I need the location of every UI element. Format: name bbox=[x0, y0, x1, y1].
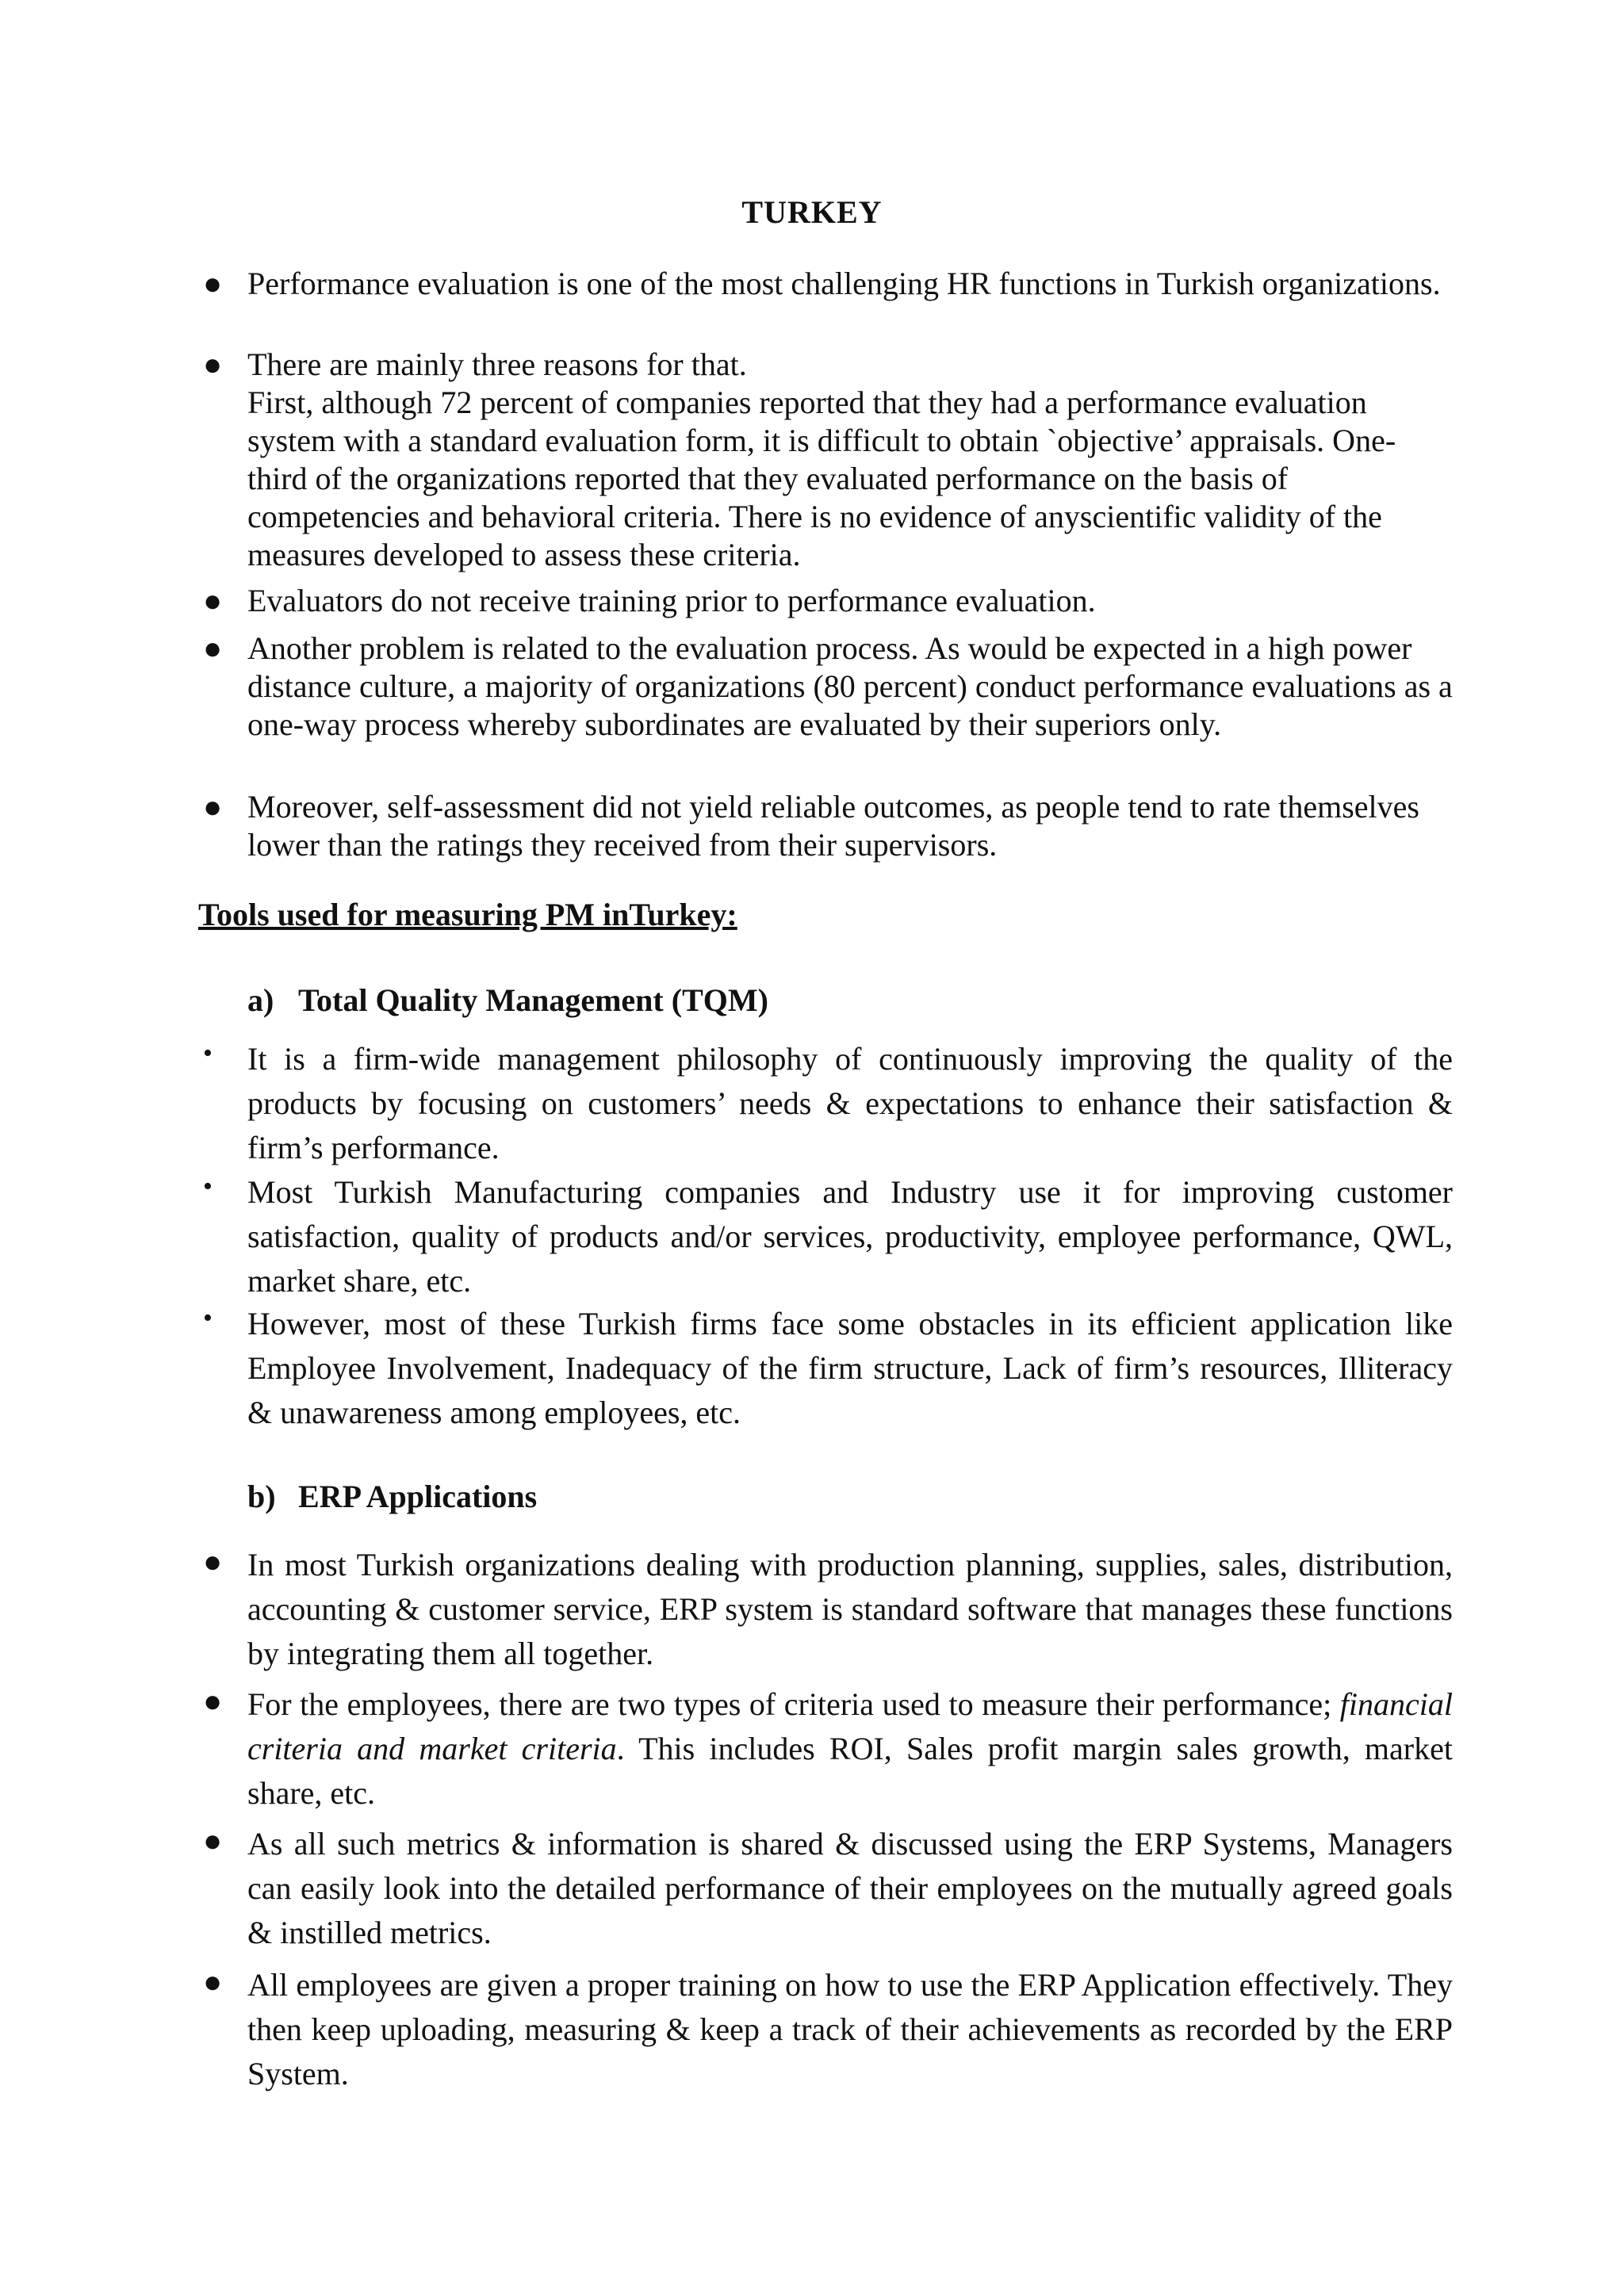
bullet-icon: ● bbox=[203, 789, 223, 825]
list-item bbox=[203, 1302, 1453, 1435]
page-title: TURKEY bbox=[741, 194, 883, 230]
list-item bbox=[203, 1963, 1453, 2096]
subsection-marker: a) bbox=[247, 982, 274, 1018]
list-item bbox=[203, 1543, 1453, 1676]
bullet-continuation-text: First, although 72 percent of companies reported that they had a performance evaluation system with a standard evaluation form, it is difficult to obtain `objective’ appraisals. One-third of the organizations reported that they evaluated performance on the basis of competencies and behavioral criteria. There is no evidence of anyscientific validity of the measures developed to assess these criteria. bbox=[247, 385, 1396, 572]
bullet-icon: • bbox=[203, 1172, 213, 1201]
bullet-text: However, most of these Turkish firms face some obstacles in its efficient application like Employee Involvement, Inadequacy of the firm structure, Lack of firm’s resources, Illiteracy & unawareness among employees, etc. bbox=[247, 1306, 1453, 1430]
italic-criteria: financial criteria and market criteria bbox=[247, 1686, 1454, 1766]
list-item bbox=[203, 1170, 1453, 1303]
bullet-text: Moreover, self-assessment did not yield reliable outcomes, as people tend to rate themselves lower than the ratings they received from their supervisors. bbox=[247, 789, 1419, 863]
bullet-icon: • bbox=[203, 1039, 213, 1068]
list-item bbox=[203, 265, 1453, 303]
section-heading: Tools used for measuring PM inTurkey: bbox=[198, 897, 737, 932]
bullet-icon: ● bbox=[203, 1823, 223, 1858]
bullet-icon: ● bbox=[203, 630, 223, 666]
bullet-icon: ● bbox=[203, 1964, 223, 1999]
bullet-text: Performance evaluation is one of the most challenging HR functions in Turkish organizations. bbox=[247, 266, 1441, 301]
subsection-title: Total Quality Management (TQM) bbox=[298, 982, 768, 1018]
list-item bbox=[203, 629, 1453, 744]
list-item bbox=[203, 1037, 1453, 1170]
bullet-text: Evaluators do not receive training prior to performance evaluation. bbox=[247, 583, 1096, 618]
bullet-text: In most Turkish organizations dealing with production planning, supplies, sales, distribution, accounting & customer service, ERP system is standard software that manages these functions by integrating them all together. bbox=[247, 1547, 1453, 1671]
bullet-icon: ● bbox=[203, 1544, 223, 1579]
bullet-icon: ● bbox=[203, 1683, 223, 1719]
list-item bbox=[203, 1822, 1453, 1955]
bullet-text bbox=[247, 1682, 1453, 1816]
subsection-heading-erp bbox=[247, 1478, 537, 1515]
bullet-text: All employees are given a proper training on how to use the ERP Application effectively. They then keep uploading, measuring & keep a track of their achievements as recorded by the ERP System. bbox=[247, 1967, 1453, 2091]
bullet-icon: ● bbox=[203, 346, 223, 382]
bullet-text-part: For the employees, there are two types of criteria used to measure their performance; bbox=[247, 1686, 1332, 1722]
bullet-icon: ● bbox=[203, 266, 223, 301]
subsection-title: ERP Applications bbox=[298, 1479, 538, 1514]
bullet-text: There are mainly three reasons for that. bbox=[247, 346, 747, 382]
bullet-text: It is a firm-wide management philosophy of continuously improving the quality of the products by focusing on customers’ needs & expectations to enhance their satisfaction & firm’s performance. bbox=[247, 1041, 1453, 1165]
list-item bbox=[203, 788, 1453, 864]
bullet-icon: • bbox=[203, 1303, 213, 1333]
list-item bbox=[203, 1682, 1454, 1816]
bullet-text-part: . This includes ROI, Sales profit margin sales growth, market share, etc. bbox=[247, 1731, 1453, 1811]
list-item bbox=[203, 346, 1453, 574]
bullet-icon: ● bbox=[203, 583, 223, 618]
bullet-text: As all such metrics & information is shared & discussed using the ERP Systems, Managers can easily look into the detailed performance of their employees on the mutually agreed goals & instilled metrics. bbox=[247, 1826, 1453, 1950]
subsection-heading-tqm bbox=[247, 982, 768, 1019]
subsection-marker: b) bbox=[247, 1479, 276, 1514]
bullet-text: Another problem is related to the evaluation process. As would be expected in a high power distance culture, a majority of organizations (80 percent) conduct performance evaluations as a one-way process whereby subordinates are evaluated by their superiors only. bbox=[247, 630, 1453, 742]
bullet-text: Most Turkish Manufacturing companies and Industry use it for improving customer satisfaction, quality of products and/or services, productivity, employee performance, QWL, market share, etc. bbox=[247, 1174, 1453, 1299]
list-item bbox=[203, 582, 1453, 620]
